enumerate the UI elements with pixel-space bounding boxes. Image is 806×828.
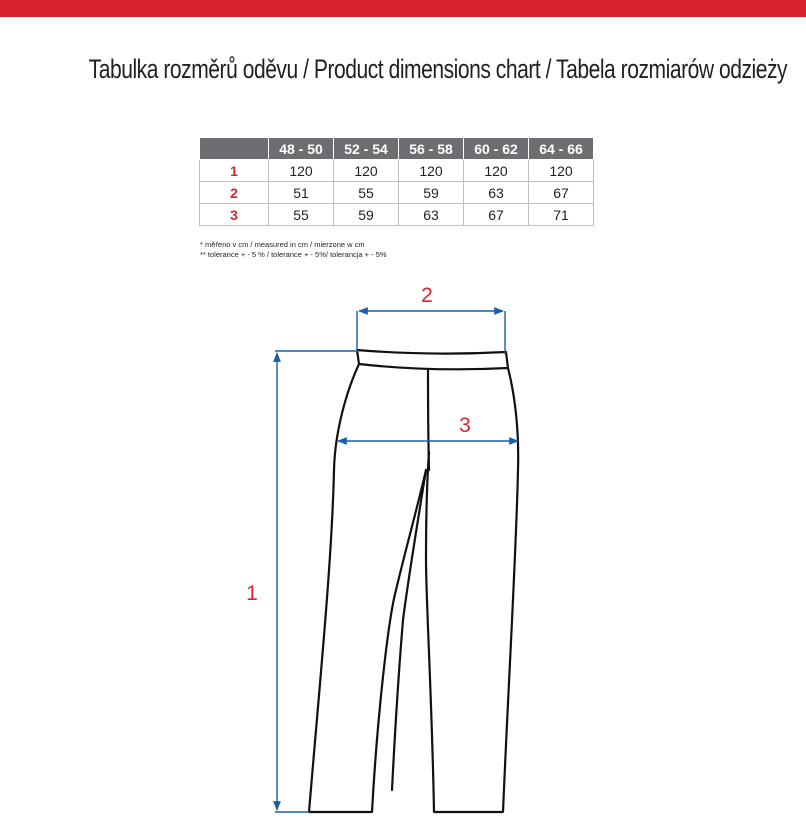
size-header: 64 - 66 (529, 138, 594, 160)
row-label: 2 (200, 182, 269, 204)
table-cell: 120 (334, 160, 399, 182)
table-cell: 59 (399, 182, 464, 204)
hip-label: 3 (459, 414, 471, 437)
trousers-outline-icon (309, 350, 518, 812)
size-header: 48 - 50 (269, 138, 334, 160)
table-cell: 51 (269, 182, 334, 204)
waist-dimension (357, 311, 505, 354)
table-cell: 120 (399, 160, 464, 182)
table-cell: 63 (464, 182, 529, 204)
length-label: 1 (246, 582, 258, 605)
size-header: 52 - 54 (334, 138, 399, 160)
size-header: 56 - 58 (399, 138, 464, 160)
table-cell: 63 (399, 204, 464, 226)
table-cell: 71 (529, 204, 594, 226)
size-header: 60 - 62 (464, 138, 529, 160)
page-title: Tabulka rozměrů oděvu / Product dimensions chart / Tabela rozmiarów odzieży (88, 54, 788, 84)
table-cell: 67 (464, 204, 529, 226)
row-label: 1 (200, 160, 269, 182)
table-cell: 120 (464, 160, 529, 182)
row-label: 3 (200, 204, 269, 226)
table-cell: 55 (269, 204, 334, 226)
table-cell: 55 (334, 182, 399, 204)
table-cell: 59 (334, 204, 399, 226)
table-cell: 120 (529, 160, 594, 182)
note-measured: * měřeno v cm / measured in cm / mierzone w cm (200, 240, 365, 249)
table-cell: 67 (529, 182, 594, 204)
waist-label: 2 (421, 284, 433, 307)
table-cell: 120 (269, 160, 334, 182)
note-tolerance: ** tolerance + - 5 % / tolerance + - 5%/ tolerancja + - 5% (200, 250, 387, 259)
